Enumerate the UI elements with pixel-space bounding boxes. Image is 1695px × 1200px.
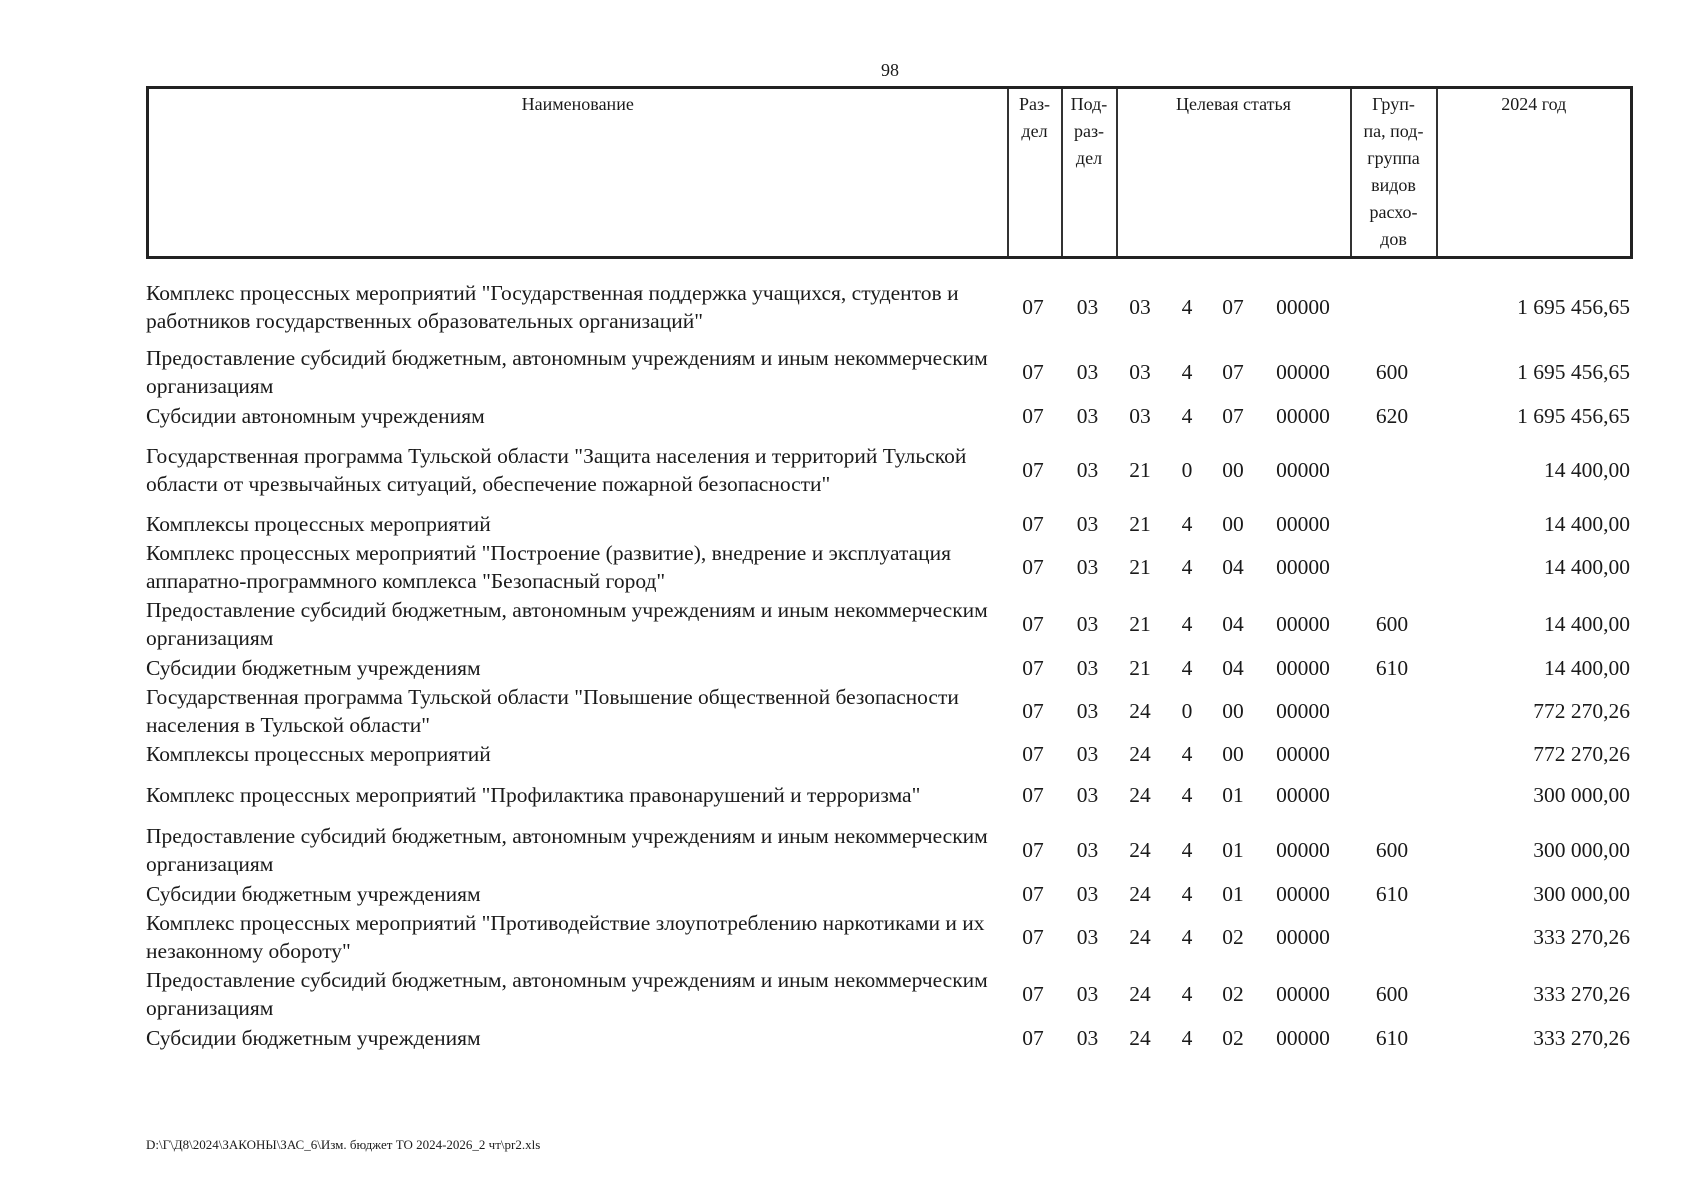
table-cell-name: Субсидии бюджетным учреждениям [146, 1026, 481, 1050]
table-cell-name: Комплекс процессных мероприятий "Построение (развитие), внедрение и эксплуатация аппаратно-программного комплекса "Безопасный город" [146, 541, 952, 593]
table-cell-direction: 00000 [1276, 742, 1330, 766]
table-cell-subprogram: 00 [1222, 512, 1244, 536]
table-cell-program-type: 4 [1181, 612, 1193, 636]
budget-table [146, 86, 1630, 1053]
table-cell-direction: 00000 [1276, 360, 1330, 384]
table-cell-razdel: 07 [1022, 612, 1044, 636]
table-cell-direction: 00000 [1276, 458, 1330, 482]
table-cell-podrazdel: 03 [1076, 982, 1099, 1006]
table-cell-subprogram: 07 [1222, 295, 1244, 319]
table-cell-expense-group [1349, 271, 1435, 343]
table-cell-program: 24 [1129, 1026, 1151, 1050]
table-cell-program-type: 4 [1181, 512, 1193, 536]
table-cell-razdel: 07 [1022, 295, 1044, 319]
table-cell-program: 21 [1129, 612, 1151, 636]
table-cell-amount: 1 695 456,65 [1517, 360, 1630, 384]
table-cell-direction: 00000 [1276, 882, 1330, 906]
table-cell-amount: 1 695 456,65 [1517, 295, 1630, 319]
table-cell-direction: 00000 [1276, 1026, 1330, 1050]
table-cell-name: Предоставление субсидий бюджетным, автономным учреждениям и иным некоммерческим организациям [146, 824, 988, 876]
table-cell-razdel: 07 [1022, 742, 1044, 766]
table-cell-subprogram: 01 [1222, 882, 1244, 906]
table-cell-podrazdel: 03 [1076, 656, 1099, 680]
table-cell-direction: 00000 [1276, 612, 1330, 636]
table-row [146, 509, 1630, 539]
table-cell-podrazdel: 03 [1076, 925, 1099, 949]
table-row [146, 401, 1630, 431]
table-cell-subprogram: 00 [1222, 458, 1244, 482]
table-cell-subprogram: 04 [1222, 612, 1244, 636]
table-row [146, 683, 1630, 739]
table-cell-expense-group: 600 [1375, 612, 1409, 636]
table-cell-expense-group: 610 [1375, 1026, 1409, 1050]
table-cell-expense-group: 600 [1375, 838, 1409, 862]
table-row [146, 343, 1630, 401]
table-row [146, 909, 1630, 965]
table-cell-amount: 14 400,00 [1544, 458, 1630, 482]
table-cell-razdel: 07 [1022, 925, 1044, 949]
table-row [146, 821, 1630, 879]
table-cell-expense-group [1349, 539, 1435, 595]
table-cell-program-type: 4 [1181, 656, 1193, 680]
table-cell-expense-group [1349, 769, 1435, 821]
table-cell-expense-group: 600 [1375, 360, 1409, 384]
table-cell-direction: 00000 [1276, 838, 1330, 862]
table-cell-direction: 00000 [1276, 512, 1330, 536]
table-cell-subprogram: 00 [1222, 699, 1244, 723]
table-cell-subprogram: 01 [1222, 838, 1244, 862]
table-cell-direction: 00000 [1276, 295, 1330, 319]
table-cell-expense-group [1349, 683, 1435, 739]
table-cell-amount: 772 270,26 [1533, 699, 1630, 723]
table-cell-podrazdel: 03 [1076, 838, 1099, 862]
table-cell-amount: 333 270,26 [1533, 982, 1630, 1006]
table-cell-program: 03 [1129, 295, 1151, 319]
header-name: Наименование [148, 88, 1008, 258]
table-row [146, 539, 1630, 595]
table-row [146, 739, 1630, 769]
table-cell-podrazdel: 03 [1076, 699, 1099, 723]
table-cell-program-type: 4 [1181, 925, 1193, 949]
table-cell-name: Субсидии автономным учреждениям [146, 404, 485, 428]
table-cell-direction: 00000 [1276, 982, 1330, 1006]
table-cell-podrazdel: 03 [1076, 1026, 1099, 1050]
table-cell-amount: 300 000,00 [1533, 838, 1630, 862]
table-cell-direction: 00000 [1276, 404, 1330, 428]
table-cell-program: 24 [1129, 838, 1151, 862]
table-cell-program-type: 4 [1181, 882, 1193, 906]
table-cell-name: Предоставление субсидий бюджетным, автономным учреждениям и иным некоммерческим организациям [146, 968, 988, 1020]
table-cell-program: 24 [1129, 699, 1151, 723]
table-cell-direction: 00000 [1276, 925, 1330, 949]
table-cell-name: Предоставление субсидий бюджетным, автономным учреждениям и иным некоммерческим организациям [146, 598, 988, 650]
table-cell-program-type: 4 [1181, 742, 1193, 766]
table-row [146, 595, 1630, 653]
page-number: 98 [881, 60, 899, 80]
table-cell-expense-group: 610 [1375, 656, 1409, 680]
table-cell-program: 03 [1129, 360, 1151, 384]
table-cell-razdel: 07 [1022, 404, 1044, 428]
table-cell-amount: 333 270,26 [1533, 925, 1630, 949]
table-cell-subprogram: 04 [1222, 656, 1244, 680]
table-row [146, 769, 1630, 821]
table-cell-expense-group: 600 [1375, 982, 1409, 1006]
table-cell-direction: 00000 [1276, 783, 1330, 807]
table-cell-razdel: 07 [1022, 555, 1044, 579]
table-row [146, 965, 1630, 1023]
table-cell-razdel: 07 [1022, 882, 1044, 906]
table-cell-podrazdel: 03 [1076, 458, 1099, 482]
table-cell-razdel: 07 [1022, 512, 1044, 536]
table-cell-podrazdel: 03 [1076, 295, 1099, 319]
table-cell-expense-group [1349, 739, 1435, 769]
table-cell-program-type: 0 [1181, 699, 1193, 723]
table-cell-amount: 14 400,00 [1544, 512, 1630, 536]
header-year: 2024 год [1437, 88, 1632, 258]
table-row [146, 431, 1630, 509]
table-cell-name: Комплекс процессных мероприятий "Противодействие злоупотреблению наркотиками и их незаконному обороту" [146, 911, 985, 963]
table-cell-program: 21 [1129, 555, 1151, 579]
table-cell-expense-group: 610 [1375, 882, 1409, 906]
table-cell-expense-group [1349, 509, 1435, 539]
table-cell-razdel: 07 [1022, 458, 1044, 482]
table-cell-razdel: 07 [1022, 699, 1044, 723]
table-cell-subprogram: 07 [1222, 404, 1244, 428]
table-header [146, 86, 1633, 259]
table-cell-program-type: 4 [1181, 360, 1193, 384]
table-cell-podrazdel: 03 [1076, 404, 1099, 428]
table-cell-amount: 1 695 456,65 [1517, 404, 1630, 428]
table-cell-direction: 00000 [1276, 555, 1330, 579]
table-cell-amount: 772 270,26 [1533, 742, 1630, 766]
table-cell-program: 03 [1129, 404, 1151, 428]
table-cell-name: Субсидии бюджетным учреждениям [146, 656, 481, 680]
header-razdel: Раз- дел [1008, 88, 1062, 258]
table-cell-expense-group [1349, 909, 1435, 965]
table-cell-subprogram: 04 [1222, 555, 1244, 579]
table-cell-program-type: 4 [1181, 555, 1193, 579]
table-cell-razdel: 07 [1022, 838, 1044, 862]
table-cell-subprogram: 02 [1222, 925, 1244, 949]
table-cell-program: 21 [1129, 512, 1151, 536]
table-cell-razdel: 07 [1022, 656, 1044, 680]
table-cell-razdel: 07 [1022, 360, 1044, 384]
table-row [146, 879, 1630, 909]
table-cell-program-type: 0 [1181, 458, 1193, 482]
table-cell-amount: 333 270,26 [1533, 1026, 1630, 1050]
table-cell-program-type: 4 [1181, 838, 1193, 862]
table-cell-subprogram: 00 [1222, 742, 1244, 766]
table-cell-program: 24 [1129, 882, 1151, 906]
table-row [146, 271, 1630, 343]
table-row [146, 1023, 1630, 1053]
table-cell-podrazdel: 03 [1076, 783, 1099, 807]
table-cell-program-type: 4 [1181, 1026, 1193, 1050]
table-row [146, 653, 1630, 683]
table-cell-name: Субсидии бюджетным учреждениям [146, 882, 481, 906]
table-cell-name: Комплексы процессных мероприятий [146, 742, 491, 766]
table-cell-program-type: 4 [1181, 982, 1193, 1006]
table-cell-podrazdel: 03 [1076, 612, 1099, 636]
table-cell-direction: 00000 [1276, 699, 1330, 723]
table-cell-name: Комплекс процессных мероприятий "Профилактика правонарушений и терроризма" [146, 783, 921, 807]
table-cell-program-type: 4 [1181, 295, 1193, 319]
table-cell-program-type: 4 [1181, 404, 1193, 428]
table-cell-subprogram: 01 [1222, 783, 1244, 807]
table-cell-razdel: 07 [1022, 783, 1044, 807]
file-path-footer: D:\Г\Д8\2024\ЗАКОНЫ\ЗАС_6\Изм. бюджет ТО 2024-2026_2 чт\pr2.xls [146, 1137, 541, 1152]
table-cell-expense-group [1349, 431, 1435, 509]
table-cell-podrazdel: 03 [1076, 360, 1099, 384]
table-cell-program: 24 [1129, 742, 1151, 766]
table-cell-amount: 14 400,00 [1544, 555, 1630, 579]
table-cell-podrazdel: 03 [1076, 512, 1099, 536]
table-cell-podrazdel: 03 [1076, 742, 1099, 766]
header-gruppa-vidov-raskhodov: Груп- па, под- группа видов расхо- дов [1351, 88, 1437, 258]
table-cell-podrazdel: 03 [1076, 882, 1099, 906]
table-cell-program: 24 [1129, 982, 1151, 1006]
table-cell-expense-group: 620 [1375, 404, 1409, 428]
table-cell-name: Государственная программа Тульской области "Повышение общественной безопасности населения в Тульской области" [146, 685, 959, 737]
table-cell-program-type: 4 [1181, 783, 1193, 807]
table-cell-name: Государственная программа Тульской области "Защита населения и территорий Тульской области от чрезвычайных ситуаций, обеспечение пожарной безопасности" [146, 444, 967, 496]
table-cell-name: Комплексы процессных мероприятий [146, 512, 491, 536]
table-cell-name: Предоставление субсидий бюджетным, автономным учреждениям и иным некоммерческим организациям [146, 346, 988, 398]
table-cell-amount: 300 000,00 [1533, 783, 1630, 807]
table-cell-program: 21 [1129, 458, 1151, 482]
table-cell-amount: 14 400,00 [1544, 612, 1630, 636]
table-cell-program: 24 [1129, 783, 1151, 807]
header-tselevaya-statya: Целевая статья [1117, 88, 1351, 258]
table-cell-amount: 14 400,00 [1544, 656, 1630, 680]
table-cell-direction: 00000 [1276, 656, 1330, 680]
table-cell-razdel: 07 [1022, 1026, 1044, 1050]
table-body [146, 271, 1630, 1053]
table-cell-name: Комплекс процессных мероприятий "Государственная поддержка учащихся, студентов и работников государственных образовательных организаций" [146, 281, 959, 333]
table-cell-razdel: 07 [1022, 982, 1044, 1006]
table-cell-podrazdel: 03 [1076, 555, 1099, 579]
table-cell-subprogram: 02 [1222, 1026, 1244, 1050]
table-cell-subprogram: 02 [1222, 982, 1244, 1006]
header-podrazdel: Под- раз- дел [1062, 88, 1117, 258]
table-cell-amount: 300 000,00 [1533, 882, 1630, 906]
table-cell-program: 21 [1129, 656, 1151, 680]
table-cell-subprogram: 07 [1222, 360, 1244, 384]
table-cell-program: 24 [1129, 925, 1151, 949]
